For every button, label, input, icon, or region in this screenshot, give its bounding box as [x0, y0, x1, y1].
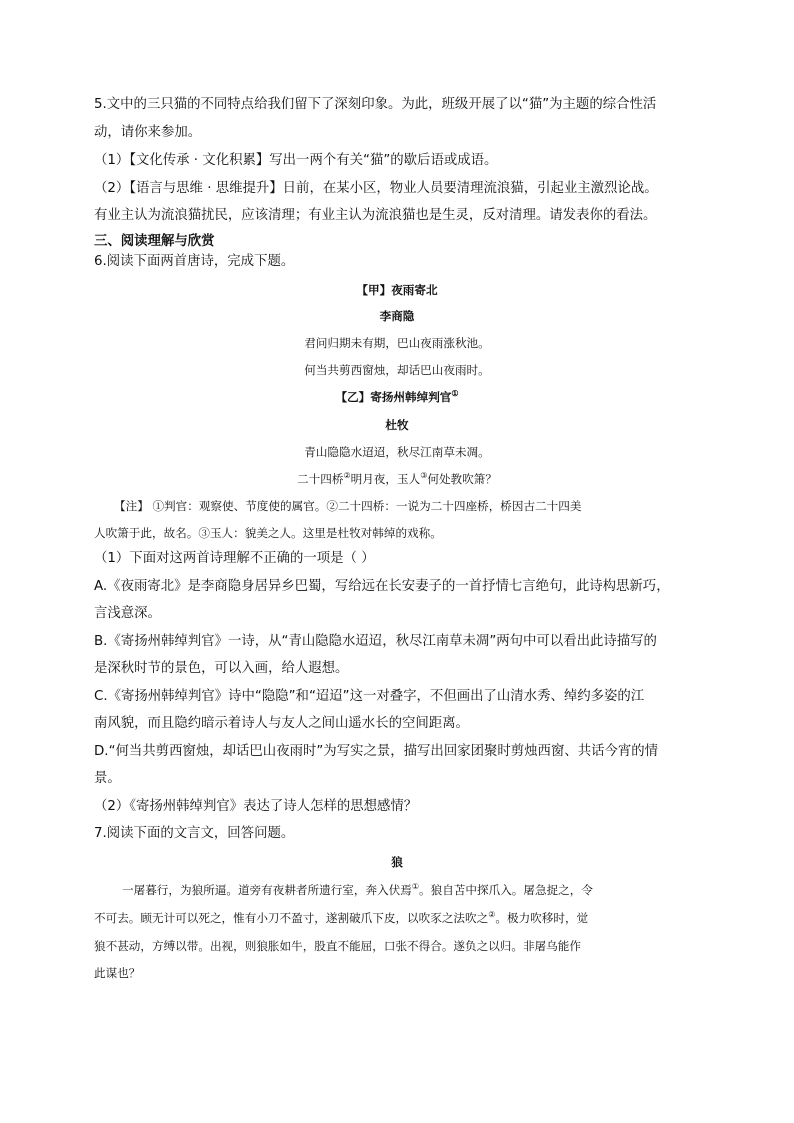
footnote-mark: ③: [420, 471, 428, 481]
option-b-line2: 是深秋时节的景色，可以入画，给人遐想。: [94, 661, 349, 676]
q5-line1: 5.文中的三只猫的不同特点给我们留下了深刻印象。为此，班级开展了以“猫”为主题的综合性活: [94, 97, 657, 112]
footnote-mark: ①: [451, 388, 459, 399]
poem-a-line1: 君问归期未有期，巴山夜雨涨秋池。: [304, 336, 490, 350]
passage-title: 狼: [391, 855, 403, 869]
option-d-line2: 景。: [94, 771, 121, 786]
option-c-line1: C.《寄扬州韩绰判官》诗中“隐隐”和“迢迢”这一对叠字，不但画出了山清水秀、绰约多姿的江: [94, 689, 645, 704]
poem-a-title: 【甲】夜雨寄北: [356, 283, 438, 297]
q6-sub2: （2）《寄扬州韩绰判官》表达了诗人怎样的思想感情？: [94, 799, 418, 814]
poem-b-title-row: [0, 388, 794, 406]
poem-b-line2-part-c: 何处教吹箫？: [427, 472, 497, 486]
passage-line3: 狼不甚动，方缚以带。出视，则狼胀如牛，股直不能屈，口张不得合。遂负之以归。非屠乌能作: [94, 939, 581, 953]
footnote-mark: ②: [488, 910, 496, 920]
q6-sub1: （1）下面对这两首诗理解不正确的一项是（ ）: [94, 551, 375, 566]
passage-line2-part-b: 。极力吹移时，觉: [495, 911, 589, 925]
q5-sub2-line2: 有业主认为流浪猫扰民，应该清理；有业主认为流浪猫也是生灵，反对清理。请发表你的看法。: [94, 208, 657, 223]
poem-a-line2: 何当共剪西窗烛，却话巴山夜雨时。: [304, 363, 490, 377]
poem-b-line1: 青山隐隐水迢迢，秋尽江南草未凋。: [304, 445, 490, 459]
poem-b-line2: [0, 470, 794, 488]
annotation-line2: 人吹箫于此，故名。③玉人：貌美之人。这里是杜牧对韩绰的戏称。: [94, 526, 442, 540]
section-heading: 三、阅读理解与欣赏: [94, 234, 215, 249]
option-d-line1: D.“何当共剪西窗烛，却话巴山夜雨时”为写实之景，描写出回家团聚时剪烛西窗、共话今宵的情: [94, 744, 659, 759]
annotation-line1: 【注】 ①判官：观察使、节度使的属官。②二十四桥：一说为二十四座桥，桥因古二十四美: [114, 499, 582, 513]
option-c-line2: 南风貌，而且隐约暗示着诗人与友人之间山遥水长的空间距离。: [94, 716, 469, 731]
poem-b-title: 【乙】寄扬州韩绰判官: [335, 390, 452, 404]
option-b-line1: B.《寄扬州韩绰判官》一诗，从“青山隐隐水迢迢，秋尽江南草未凋”两句中可以看出此诗描写的: [94, 634, 657, 649]
footnote-mark: ②: [343, 471, 351, 481]
q5-sub1: （1）【文化传承 · 文化积累】写出一两个有关“猫”的歇后语或成语。: [94, 153, 498, 168]
passage-line2-part-a: 不可去。顾无计可以死之，惟有小刀不盈寸，遂割破爪下皮，以吹豕之法吹之: [94, 911, 489, 925]
passage-line1-part-a: 一屠暮行，为狼所逼。道旁有夜耕者所遗行室，奔入伏焉: [122, 883, 412, 897]
option-a-line2: 言浅意深。: [94, 606, 161, 621]
q5-sub2-line1: （2）【语言与思维 · 思维提升】日前，在某小区，物业人员要清理流浪猫，引起业主激烈论战。: [94, 181, 658, 196]
q7-intro: 7.阅读下面的文言文，回答问题。: [94, 826, 295, 841]
option-a-line1: A.《夜雨寄北》是李商隐身居异乡巴蜀，写给远在长安妻子的一首抒情七言绝句，此诗构思新巧，: [94, 579, 670, 594]
poem-b-line2-part-b: 明月夜，玉人: [350, 472, 421, 486]
passage-line2: [94, 909, 588, 927]
q5-line2: 动，请你来参加。: [94, 125, 202, 140]
footnote-mark: ①: [411, 882, 420, 892]
poem-a-author: 李商隐: [379, 309, 415, 323]
q6-intro: 6.阅读下面两首唐诗，完成下题。: [94, 254, 295, 269]
passage-line1-part-b: 。狼自苫中探爪入。屠急捉之，令: [419, 883, 593, 897]
passage-line4: 此谋也？: [94, 966, 141, 980]
passage-line1: [122, 881, 593, 899]
poem-b-line2-part-a: 二十四桥: [297, 472, 344, 486]
poem-b-author: 杜牧: [385, 418, 409, 432]
